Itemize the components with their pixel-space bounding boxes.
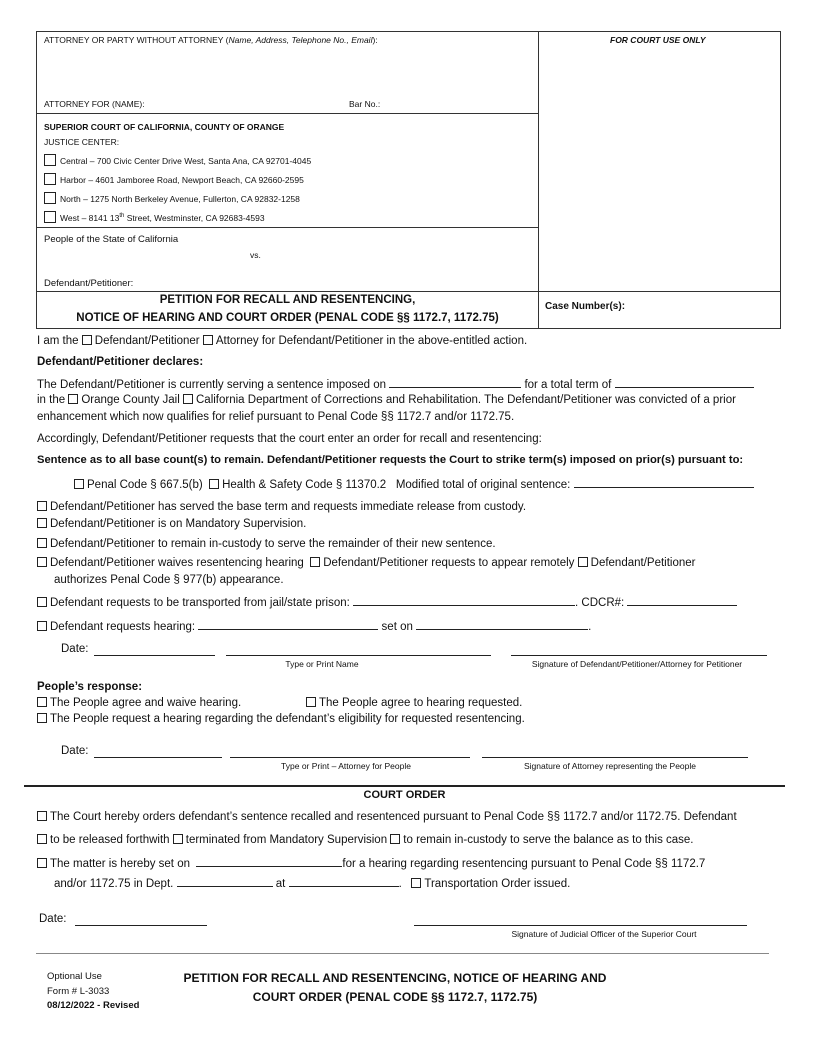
opt-remain: Defendant/Petitioner to remain in-custody to serve the remainder of their new sentence. [37,538,496,550]
center-central[interactable]: Central – 700 Civic Center Drive West, Santa Ana, CA 92701-4045 [44,154,311,166]
declares-heading: Defendant/Petitioner declares: [37,356,204,368]
opt-authorizes: authorizes Penal Code § 977(b) appearance. [54,574,284,586]
checkbox-set-matter[interactable] [37,858,47,868]
sentence-remain-line: Sentence as to all base count(s) to remain. Defendant/Petitioner requests the Court to strike term(s) imposed on prior(s) pursuant to: [37,454,744,466]
checkbox-hs-11370[interactable] [209,479,219,489]
serving-line-1: The Defendant/Petitioner is currently serving a sentence imposed on for a total term of [37,377,754,391]
checkbox-transport-order[interactable] [411,878,421,888]
transport-from-field[interactable] [353,595,575,606]
title-line-2: NOTICE OF HEARING AND COURT ORDER (PENAL CODE §§ 1172.7, 1172.75) [76,312,499,324]
date-field-def[interactable] [94,655,215,656]
attorney-label: ATTORNEY OR PARTY WITHOUT ATTORNEY (Name, Address, Telephone No., Email): [44,35,378,45]
checkbox-ocj[interactable] [68,394,78,404]
cdcr-number-field[interactable] [627,595,737,606]
signature-field-judge[interactable] [414,925,747,926]
checkbox-cdcr[interactable] [183,394,193,404]
court-set-line: The matter is hereby set on for a hearing regarding resentencing pursuant to Penal Code §§ 1172.7 [37,856,705,870]
checkbox-iam-defendant[interactable] [82,335,92,345]
accordingly-line: Accordingly, Defendant/Petitioner requests that the court enter an order for recall and resentencing: [37,433,542,445]
date-label-def: Date: [61,643,89,655]
date-label-judge: Date: [39,913,67,925]
type-print-attorney-label: Type or Print – Attorney for People [281,761,411,771]
sig-judge-label: Signature of Judicial Officer of the Superior Court [511,929,697,939]
checkbox-agree-hearing[interactable] [306,697,316,707]
opt-mandatory: Defendant/Petitioner is on Mandatory Supervision. [37,518,306,530]
checkbox-court-order[interactable] [37,811,47,821]
date-label-people: Date: [61,745,89,757]
total-term-field[interactable] [615,377,754,388]
hearing-date-field[interactable] [416,619,588,630]
center-north[interactable]: North – 1275 North Berkeley Avenue, Fullerton, CA 92832-1258 [44,192,300,204]
court-order-rule [24,785,785,787]
name-field-def[interactable] [226,655,491,656]
title-line-1: PETITION FOR RECALL AND RESENTENCING, [159,294,416,306]
checkbox-terminated[interactable] [173,834,183,844]
sig-attorney-label: Signature of Attorney representing the People [523,761,696,771]
court-order-options: to be released forthwith terminated from Mandatory Supervision to remain in-custody to serve the balance as to this case. [37,834,694,846]
checkbox-remain-custody[interactable] [390,834,400,844]
court-order-heading: COURT ORDER [363,789,446,801]
checkbox-west[interactable] [44,211,56,223]
sig-def-label: Signature of Defendant/Petitioner/Attorney for Petitioner [531,659,743,669]
case-number-label: Case Number(s): [545,301,626,312]
time-field[interactable] [289,876,399,887]
opt-served: Defendant/Petitioner has served the base term and requests immediate release from custody. [37,501,526,513]
sentence-date-field[interactable] [389,377,521,388]
bar-no-label: Bar No.: [349,99,381,109]
footer-optional-use: Optional Use [47,971,102,982]
footer-form-no: Form # L-3033 [47,986,110,997]
checkbox-hearing[interactable] [37,621,47,631]
serving-line-3: enhancement which now qualifies for relief pursuant to Penal Code §§ 1172.7 and/or 1172.75. [37,411,515,423]
iam-line: I am the Defendant/Petitioner Attorney for Defendant/Petitioner in the above-entitled action. [37,335,528,347]
strike-options-line: Penal Code § 667.5(b) Health & Safety Code § 11370.2 Modified total of original sentence: [74,477,754,491]
divider-title [36,291,781,292]
dept-field[interactable] [177,876,273,887]
signature-field-def[interactable] [511,655,767,656]
people-agree-hearing: The People agree to hearing requested. [306,697,522,709]
signature-field-people[interactable] [482,757,748,758]
people-label: People of the State of California [44,234,179,245]
opt-hearing: Defendant requests hearing: set on . [37,619,591,633]
court-set-date-field[interactable] [196,856,342,867]
court-dept-line: and/or 1172.75 in Dept. at . Transportation Order issued. [54,878,571,890]
court-name: SUPERIOR COURT OF CALIFORNIA, COUNTY OF ORANGE [44,122,285,132]
attorney-for-label: ATTORNEY FOR (NAME): [44,99,145,109]
divider-attorney [36,113,539,114]
defendant-label: Defendant/Petitioner: [44,278,134,289]
checkbox-central[interactable] [44,154,56,166]
court-use-label: FOR COURT USE ONLY [610,35,706,45]
footer-rule [36,953,769,954]
hearing-type-field[interactable] [198,619,378,630]
checkbox-released[interactable] [37,834,47,844]
people-response-heading: People’s response: [37,681,143,693]
checkbox-mandatory[interactable] [37,518,47,528]
center-harbor[interactable]: Harbor – 4601 Jamboree Road, Newport Beach, CA 92660-2595 [44,173,304,185]
checkbox-remote[interactable] [310,557,320,567]
opt-waives: Defendant/Petitioner waives resentencing hearing Defendant/Petitioner requests to appear remotely Defendant/Petitioner [37,557,696,569]
people-agree-waive: The People agree and waive hearing. [37,697,241,709]
serving-line-2: in the Orange County Jail California Department of Corrections and Rehabilitation. The Defendant/Petitioner was convicted of a prior [37,394,736,406]
footer-title-2: COURT ORDER (PENAL CODE §§ 1172.7, 1172.75) [252,990,538,1004]
vs-label: vs. [250,250,261,260]
date-field-judge[interactable] [75,925,207,926]
court-order-line: The Court hereby orders defendant’s sentence recalled and resentenced pursuant to Penal Code §§ 1172.7 and/or 1172.75. Defendant [37,811,737,823]
checkbox-north[interactable] [44,192,56,204]
modified-total-field[interactable] [574,477,754,488]
checkbox-served[interactable] [37,501,47,511]
center-west[interactable]: West – 8141 13th Street, Westminster, CA 92683-4593 [44,211,265,223]
opt-transport: Defendant requests to be transported from jail/state prison: . CDCR#: [37,595,737,609]
checkbox-agree-waive[interactable] [37,697,47,707]
checkbox-remain[interactable] [37,538,47,548]
divider-court [36,227,539,228]
checkbox-harbor[interactable] [44,173,56,185]
footer-title-1: PETITION FOR RECALL AND RESENTENCING, NOTICE OF HEARING AND [183,971,607,985]
people-request-hearing: The People request a hearing regarding the defendant’s eligibility for requested resentencing. [37,713,525,725]
justice-center-label: JUSTICE CENTER: [44,137,120,147]
date-field-people[interactable] [94,757,222,758]
footer-revised: 08/12/2022 - Revised [47,1000,140,1011]
checkbox-iam-attorney[interactable] [203,335,213,345]
name-field-people[interactable] [230,757,470,758]
checkbox-977b[interactable] [578,557,588,567]
checkbox-waives[interactable] [37,557,47,567]
checkbox-request-hearing[interactable] [37,713,47,723]
checkbox-transport[interactable] [37,597,47,607]
checkbox-pc-6675[interactable] [74,479,84,489]
type-print-name-label: Type or Print Name [285,659,359,669]
header-divider-vertical [538,31,539,329]
